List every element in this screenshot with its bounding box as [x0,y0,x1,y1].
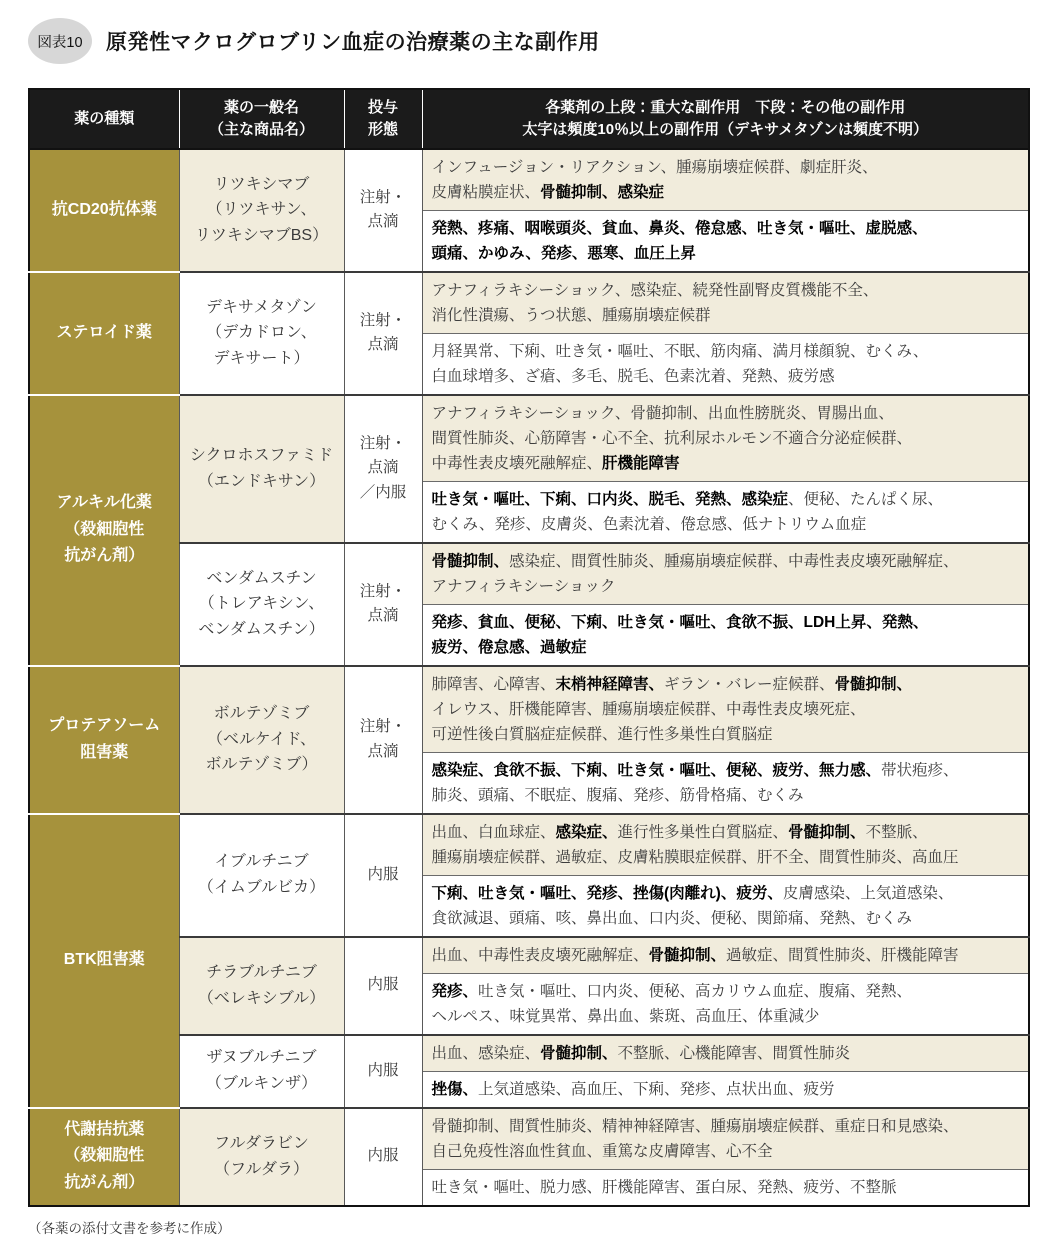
drug-class-cell: 代謝拮抗薬 （殺細胞性 抗がん剤） [29,1108,179,1206]
effect-text: 感染症、間質性肺炎、腫瘍崩壊症候群、中毒性表皮壊死融解症、 アナフィラキシーショック [431,552,959,595]
dose-form-cell: 内服 [344,937,422,1035]
drug-name-cell: ボルテゾミブ （ベルケイド、 ボルテゾミブ） [179,666,344,814]
drug-name-cell: シクロホスファミド （エンドキサン） [179,395,344,543]
drug-class-cell: 抗CD20抗体薬 [29,149,179,272]
effect-text: 吐き気・嘔吐、口内炎、便秘、高カリウム血症、腹痛、発熱、 ヘルペス、味覚異常、鼻出血、紫斑、高血圧、体重減少 [431,982,912,1025]
column-header-side-effects-line1: 各薬剤の上段：重大な副作用 下段：その他の副作用 [545,99,906,116]
drug-row-serious [29,1035,1029,1072]
page-title: 原発性マクログロブリン血症の治療薬の主な副作用 [106,31,600,54]
drug-class-cell: プロテアソーム 阻害薬 [29,666,179,814]
dose-form-cell: 内服 [344,1035,422,1108]
other-effects-cell [422,604,1029,666]
effect-text: 出血、白血球症、 [431,823,556,841]
dose-form-cell: 内服 [344,814,422,937]
drug-row-serious [29,937,1029,974]
drug-class-cell: BTK阻害薬 [29,814,179,1108]
effect-text: 過敏症、間質性肺炎、肝機能障害 [726,946,959,964]
effect-text-bold: 骨髄抑制、 [834,675,913,693]
effect-text-bold: 吐き気・嘔吐、下痢、口内炎、脱毛、発熱、感染症 [431,490,789,508]
dose-form-cell: 内服 [344,1108,422,1206]
dose-form-cell: 注射・ 点滴 [344,149,422,272]
other-effects-cell [422,752,1029,814]
serious-effects-cell [422,937,1029,974]
drug-row-serious [29,1108,1029,1170]
effect-text-bold: 下痢、吐き気・嘔吐、発疹、挫傷(肉離れ)、疲労、 [431,884,783,902]
effect-text: 進行性多巣性白質脳症、 [617,823,789,841]
effect-text-bold: 発疹、 [431,982,479,1000]
dose-form-cell: 注射・ 点滴 ／内服 [344,395,422,543]
drug-row-serious [29,814,1029,876]
drug-name-cell: リツキシマブ （リツキサン、 リツキシマブBS） [179,149,344,272]
other-effects-cell [422,1169,1029,1206]
other-effects-cell [422,481,1029,543]
serious-effects-cell [422,543,1029,605]
drug-class-cell: ステロイド薬 [29,272,179,395]
effect-text: 、便秘、たんぱく尿、 むくみ、発疹、皮膚炎、色素沈着、倦怠感、低ナトリウム血症 [431,490,944,533]
effect-text: 皮膚感染、上気道感染、 食欲減退、頭痛、咳、鼻出血、口内炎、便秘、関節痛、発熱、むくみ [431,884,954,927]
drug-table-body [29,149,1029,1206]
drug-row-serious [29,149,1029,211]
drug-row-serious [29,272,1029,334]
effect-text: 出血、感染症、 [431,1044,541,1062]
figure-title-bar [28,18,1028,64]
effect-text: 骨髄抑制、間質性肺炎、精神神経障害、腫瘍崩壊症候群、重症日和見感染、 自己免疫性溶血性貧血、重篤な皮膚障害、心不全 [431,1117,959,1160]
effect-text-bold: 骨髄抑制、 [431,552,510,570]
figure-number-badge: 図表10 [28,18,92,64]
effect-text-bold: 発疹、貧血、便秘、下痢、吐き気・嘔吐、食欲不振、LDH上昇、発熱、 疲労、倦怠感、過敏症 [431,613,929,656]
column-header-generic-name-line1: 薬の一般名 [223,99,299,116]
drug-name-cell: イブルチニブ （イムブルビカ） [179,814,344,937]
effect-text: 不整脈、心機能障害、間質性肺炎 [617,1044,851,1062]
column-header-drug-class: 薬の種類 [29,89,179,149]
drug-name-cell: フルダラビン （フルダラ） [179,1108,344,1206]
effect-text-bold: 感染症、食欲不振、下痢、吐き気・嘔吐、便秘、疲労、無力感、 [431,761,882,779]
serious-effects-cell [422,666,1029,753]
effect-text: 出血、中毒性表皮壊死融解症、 [431,946,649,964]
serious-effects-cell [422,395,1029,482]
effect-text: インフュージョン・リアクション、腫瘍崩壊症候群、劇症肝炎、 皮膚粘膜症状、 [431,158,878,201]
effect-text: 上気道感染、高血圧、下痢、発疹、点状出血、疲労 [478,1080,835,1098]
effect-text-bold: 末梢神経障害、 [555,675,665,693]
serious-effects-cell [422,1035,1029,1072]
drug-class-cell: アルキル化薬 （殺細胞性 抗がん剤） [29,395,179,666]
dose-form-cell: 注射・ 点滴 [344,543,422,666]
serious-effects-cell [422,149,1029,211]
other-effects-cell [422,875,1029,937]
other-effects-cell [422,973,1029,1035]
effect-text-bold: 骨髄抑制、 [788,823,866,841]
effect-text: イレウス、肝機能障害、腫瘍崩壊症候群、中毒性表皮壊死症、 可逆性後白質脳症症候群、進行性多巣性白質脳症 [431,700,866,743]
drug-row-serious [29,666,1029,753]
drug-name-cell: デキサメタゾン （デカドロン、 デキサート） [179,272,344,395]
column-header-dose-form [344,89,422,149]
drug-side-effects-table [28,88,1030,1207]
effect-text-bold: 骨髄抑制、 [648,946,727,964]
source-footnote: （各薬の添付文書を参考に作成） [28,1220,231,1236]
effect-text: 帯状疱疹、 肺炎、頭痛、不眠症、腹痛、発疹、筋骨格痛、むくみ [431,761,959,804]
serious-effects-cell [422,814,1029,876]
table-header [29,89,1029,149]
table-header-row [29,89,1029,149]
drug-row-serious [29,543,1029,605]
effect-text-bold: 骨髄抑制、感染症 [540,183,665,201]
drug-name-cell: ベンダムスチン （トレアキシン、 ベンダムスチン） [179,543,344,666]
column-header-dose-form-line1: 投与 [367,99,398,116]
serious-effects-cell [422,1108,1029,1170]
dose-form-cell: 注射・ 点滴 [344,272,422,395]
effect-text: 肺障害、心障害、 [431,675,556,693]
column-header-dose-form-line2: 形態 [367,120,398,138]
effect-text: アナフィラキシーショック、感染症、続発性副腎皮質機能不全、 消化性潰瘍、うつ状態、腫瘍崩壊症候群 [431,281,879,324]
drug-name-cell: チラブルチニブ （ベレキシブル） [179,937,344,1035]
column-header-generic-name-line2: （主な商品名） [208,120,314,138]
effect-text-bold: 感染症、 [555,823,618,841]
drug-row-serious [29,395,1029,482]
effect-text: 不整脈、 腫瘍崩壊症候群、過敏症、皮膚粘膜眼症候群、肝不全、間質性肺炎、高血圧 [431,823,959,866]
column-header-generic-name [179,89,344,149]
effect-text-bold: 挫傷、 [431,1080,479,1098]
other-effects-cell [422,333,1029,395]
effect-text: アナフィラキシーショック、骨髄抑制、出血性膀胱炎、胃腸出血、 間質性肺炎、心筋障害・心不全、抗利尿ホルモン不適合分泌症候群、 中毒性表皮壊死融解症、 [431,404,913,472]
other-effects-cell [422,210,1029,272]
effect-text: ギラン・バレー症候群、 [664,675,835,693]
column-header-side-effects [422,89,1029,149]
serious-effects-cell [422,272,1029,334]
effect-text-bold: 肝機能障害 [602,454,680,472]
other-effects-cell [422,1071,1029,1108]
effect-text-bold: 発熱、疼痛、咽喉頭炎、貧血、鼻炎、倦怠感、吐き気・嘔吐、虚脱感、 頭痛、かゆみ、発疹、悪寒、血圧上昇 [431,219,928,262]
effect-text: 月経異常、下痢、吐き気・嘔吐、不眠、筋肉痛、満月様顔貌、むくみ、 白血球増多、ざ瘡、多毛、脱毛、色素沈着、発熱、疲労感 [431,342,929,385]
drug-name-cell: ザヌブルチニブ （ブルキンザ） [179,1035,344,1108]
column-header-side-effects-line2: 太字は頻度10％以上の副作用（デキサメタゾンは頻度不明） [522,120,929,138]
effect-text: 吐き気・嘔吐、脱力感、肝機能障害、蛋白尿、発熱、疲労、不整脈 [431,1178,897,1196]
dose-form-cell: 注射・ 点滴 [344,666,422,814]
effect-text-bold: 骨髄抑制、 [540,1044,618,1062]
